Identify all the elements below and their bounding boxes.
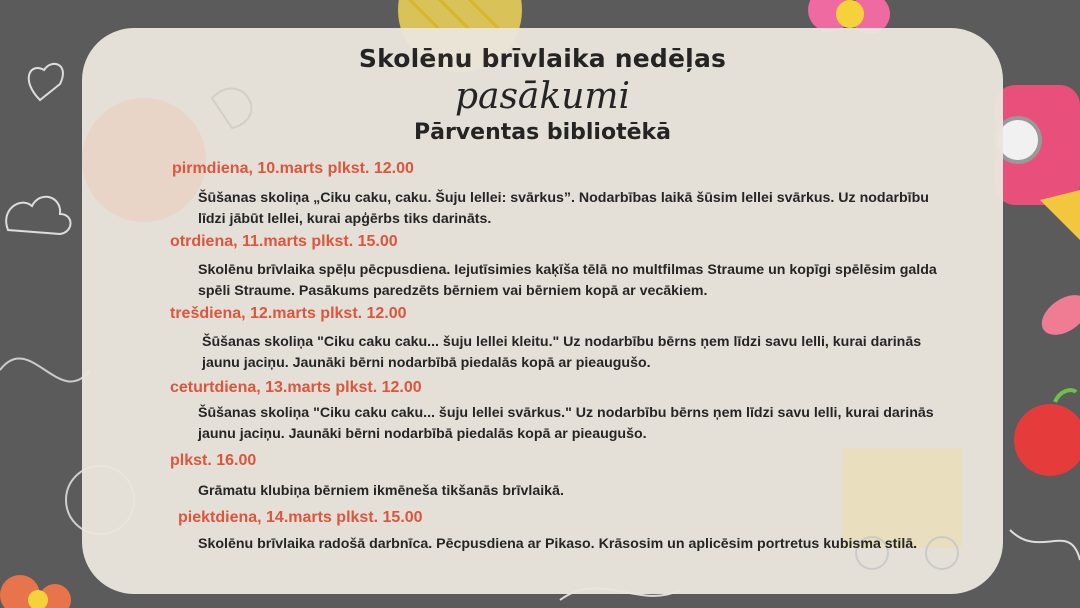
event-day-wednesday: trešdiena, 12.marts plkst. 12.00: [170, 305, 407, 322]
event-day-tuesday: otrdiena, 11.marts plkst. 15.00: [170, 233, 398, 250]
rocket-icon: [995, 85, 1080, 240]
event-day-monday: pirmdiena, 10.marts plkst. 12.00: [172, 160, 414, 177]
event-day-friday: piektdiena, 14.marts plkst. 15.00: [178, 509, 423, 526]
event-card: [82, 28, 1003, 594]
title-line-1: Skolēnu brīvlaika nedēļas: [358, 44, 727, 73]
event-description-wednesday: Šūšanas skoliņa "Ciku caku caku... šuju lellei kleitu." Uz nodarbību bērns ņem līdzi savu lelli, kurai darinās jaunu jaciņu. Jaunāki bērni nodarbībā piedalās kopā ar pieaugušo.: [202, 334, 922, 371]
event-description-tuesday: Skolēnu brīvlaika spēļu pēcpusdiena. Iejutīsimies kaķīša tēlā no multfilmas Straume un kopīgi spēlēsim galda spēli Straume. Pasākums paredzēts bērniem vai bērniem kopā ar vecākiem.: [198, 262, 937, 299]
event-time-thursday-second: plkst. 16.00: [170, 452, 257, 469]
event-description-book-club: Grāmatu klubiņa bērniem ikmēneša tikšanās brīvlaikā.: [198, 483, 564, 499]
swirl-line: [1010, 530, 1080, 560]
swirl-line: [0, 358, 90, 381]
event-description-monday: Šūšanas skoliņa „Ciku caku, caku. Šuju lellei: svārkus”. Nodarbības laikā šūsim lellei svārkus. Uz nodarbību līdzi jābūt lellei, kurai apģērbs tiks darināts.: [198, 190, 929, 227]
title-line-2: pasākumi: [454, 76, 631, 117]
flower-icon: [0, 575, 71, 608]
heart-icon: [29, 64, 63, 100]
event-description-friday: Skolēnu brīvlaika radošā darbnīca. Pēcpusdiena ar Pikaso. Krāsosim un aplicēsim portretus kubisma stilā.: [198, 536, 918, 552]
apple-icon: [1014, 390, 1080, 476]
event-description-thursday: Šūšanas skoliņa "Ciku caku caku... šuju lellei svārkus." Uz nodarbību bērns ņem līdzi savu lelli, kurai darinās jaunu jaciņu. Jaunāki bērni nodarbībā piedalās kopā ar pieaugušo.: [198, 405, 934, 442]
title-line-3: Pārventas bibliotēkā: [413, 120, 671, 145]
petal-icon: [1035, 287, 1080, 343]
event-day-thursday: ceturtdiena, 13.marts plkst. 12.00: [170, 379, 422, 396]
cloud-icon: [6, 197, 70, 234]
